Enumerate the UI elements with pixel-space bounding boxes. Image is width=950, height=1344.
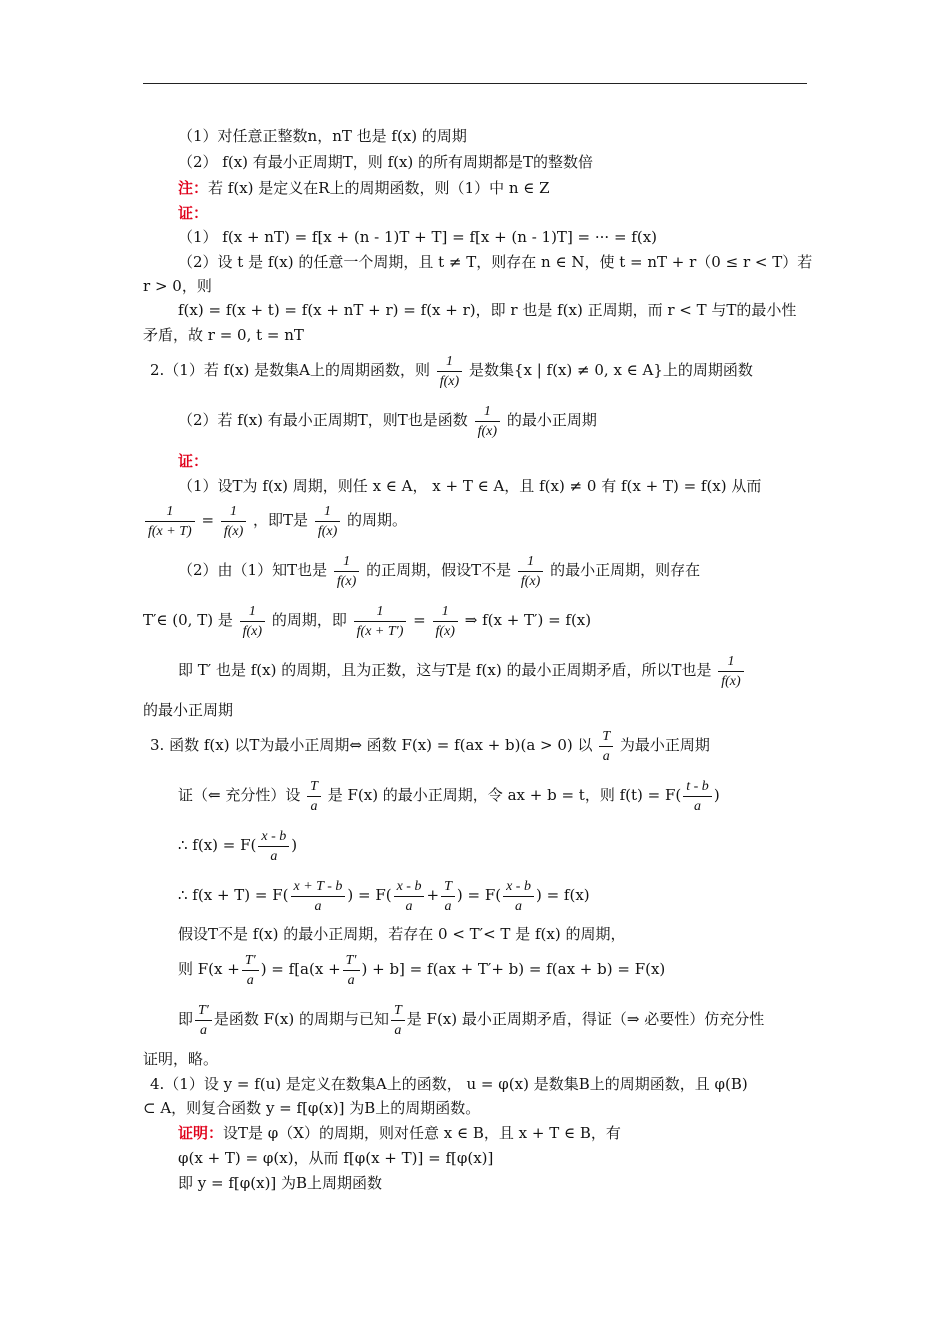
proof-2-line-5-text: 即 T′ 也是 f(x) 的周期，且为正数，这与T是 f(x) 的最小正周期矛盾，所以T也是 — [178, 661, 712, 679]
proof-2-line-4 — [143, 602, 591, 640]
proof-2-line-5 — [178, 652, 746, 690]
close-paren: ) — [291, 836, 298, 854]
proof-3-line-6-text: 即 — [178, 1010, 194, 1028]
proof-3-line-3-end: ) = f(x) — [535, 886, 590, 904]
proof-2-line-2-end: 的周期。 — [347, 511, 408, 529]
theorem-2-1-text: 2.（1）若 f(x) 是数集A上的周期函数，则 — [150, 361, 430, 379]
proof-2-line-3-end: 的最小正周期，则存在 — [550, 561, 701, 579]
proof-3-line-7: 证明，略。 — [143, 1050, 219, 1068]
proof-2-line-4-text: T′∈ (0, T) 是 — [143, 611, 233, 629]
fraction-1-over-fx: $\frac{1}{f(x)}$ — [334, 553, 359, 590]
equals-sign: = — [413, 611, 426, 629]
proof-3-line-3-a: ) = F( — [347, 886, 392, 904]
proof-3-line-1 — [178, 777, 720, 815]
theorem-2-1 — [150, 352, 753, 390]
proof-4-line-1 — [178, 1123, 621, 1143]
fraction-1-over-fx: $\frac{1}{f(x)}$ — [475, 403, 500, 440]
theorem-3 — [150, 727, 710, 765]
proof-3-line-5-text: 则 F(x + — [178, 960, 240, 978]
proof-2-line-3-text: （2）由（1）知T也是 — [178, 561, 328, 579]
proof-2-line-2 — [143, 502, 407, 540]
proof-3-line-2 — [178, 827, 297, 865]
proof-4-line-1-text: 设T是 φ（X）的周期，则对任意 x ∈ B，且 x + T ∈ B，有 — [223, 1124, 621, 1142]
note-text: 若 f(x) 是定义在R上的周期函数，则（1）中 n ∈ Z — [208, 179, 550, 197]
equals-sign: = — [201, 511, 215, 529]
proof-2-line-3 — [178, 552, 700, 590]
fraction-T-over-a: $\frac{T}{a}$ — [391, 1002, 405, 1039]
proof-1-line-5: 矛盾，故 r = 0, t = nT — [143, 326, 304, 344]
fraction-1-over-fx: $\frac{1}{f(x)}$ — [315, 503, 340, 540]
proof-3-line-3 — [178, 877, 590, 915]
plus-sign: + — [426, 886, 440, 904]
property-1: （1）对任意正整数n，nT 也是 f(x) 的周期 — [178, 127, 467, 145]
theorem-2-2-text: （2）若 f(x) 有最小正周期T，则T也是函数 — [178, 411, 468, 429]
fraction-t-minus-b-over-a: $\frac{t - b}{a}$ — [683, 778, 712, 815]
fraction-1-over-fx: $\frac{1}{f(x)}$ — [437, 353, 462, 390]
fraction-1-over-fx: $\frac{1}{f(x)}$ — [518, 553, 543, 590]
proof-3-line-6 — [178, 1001, 764, 1039]
proof-3-line-4: 假设T不是 f(x) 的最小正周期，若存在 0 < T′< T 是 f(x) 的周期， — [178, 925, 626, 943]
fraction-1-over-fx: $\frac{1}{f(x)}$ — [433, 603, 458, 640]
proof-3-line-1-mid: 是 F(x) 的最小正周期，令 ax + b = t，则 f(t) = F( — [327, 786, 682, 804]
fraction-T-over-a: $\frac{T}{a}$ — [441, 878, 455, 915]
theorem-2-2-rest: 的最小正周期 — [506, 411, 597, 429]
theorem-3-rest: 为最小正周期 — [619, 736, 710, 754]
proof-3-line-6-mid: 是函数 F(x) 的周期与已知 — [213, 1010, 389, 1028]
proof-3-line-2-text: ∴ f(x) = F( — [178, 836, 257, 854]
fraction-1-over-fxTprime: $\frac{1}{f(x + T')}$ — [354, 603, 407, 640]
proof-2-line-4-end: ⇒ f(x + T′) = f(x) — [464, 611, 592, 629]
proof-1-line-3: r > 0，则 — [143, 277, 212, 295]
fraction-1-over-fxT: $\frac{1}{f(x + T)}$ — [145, 503, 195, 540]
fraction-T-over-a: $\frac{T}{a}$ — [307, 778, 321, 815]
fraction-1-over-fx: $\frac{1}{f(x)}$ — [240, 603, 265, 640]
fraction-x-minus-b-over-a: $\frac{x - b}{a}$ — [258, 828, 289, 865]
proof-label-2: 证： — [178, 452, 209, 470]
note-line — [178, 178, 550, 198]
proof-2-line-2-text: ，即T是 — [253, 511, 309, 529]
proof-1-line-2: （2）设 t 是 f(x) 的任意一个周期，且 t ≠ T，则存在 n ∈ N，使 t = nT + r（0 ≤ r < T）若 — [178, 253, 813, 271]
fraction-T-over-a: $\frac{T}{a}$ — [599, 728, 613, 765]
fraction-Tprime-over-a: $\frac{T'}{a}$ — [242, 952, 259, 989]
proof-2-line-6: 的最小正周期 — [143, 701, 234, 719]
fraction-x-minus-b-over-a: $\frac{x - b}{a}$ — [394, 878, 425, 915]
theorem-2-1-rest: 是数集{x | f(x) ≠ 0, x ∈ A}上的周期函数 — [468, 361, 753, 379]
proof-4-line-3: 即 y = f[φ(x)] 为B上周期函数 — [178, 1174, 383, 1192]
proof-label-1: 证： — [178, 204, 209, 222]
fraction-x-minus-b-over-a: $\frac{x - b}{a}$ — [503, 878, 534, 915]
close-paren: ) — [713, 786, 720, 804]
proof-label-4: 证明： — [178, 1124, 224, 1142]
theorem-4-line-1: 4.（1）设 y = f(u) 是定义在数集A上的函数， u = φ(x) 是数集B上的周期函数，且 φ(B) — [150, 1075, 748, 1093]
proof-3-line-1-text: 证（⇐ 充分性）设 — [178, 786, 301, 804]
proof-3-line-3-text: ∴ f(x + T) = F( — [178, 886, 289, 904]
theorem-2-2 — [178, 402, 597, 440]
proof-2-line-4-mid: 的周期，即 — [271, 611, 347, 629]
theorem-3-text: 3. 函数 f(x) 以T为最小正周期⇔ 函数 F(x) = f(ax + b)(a > 0) 以 — [150, 736, 593, 754]
property-2: （2） f(x) 有最小正周期T，则 f(x) 的所有周期都是T的整数倍 — [178, 153, 594, 171]
fraction-x-plus-T-minus-b-over-a: $\frac{x + T - b}{a}$ — [291, 878, 346, 915]
proof-1-line-4: f(x) = f(x + t) = f(x + nT + r) = f(x + r)，即 r 也是 f(x) 正周期，而 r < T 与T的最小性 — [178, 301, 797, 319]
proof-3-line-5 — [178, 951, 665, 989]
proof-2-line-3-mid: 的正周期，假设T不是 — [366, 561, 512, 579]
proof-4-line-2: φ(x + T) = φ(x)，从而 f[φ(x + T)] = f[φ(x)] — [178, 1149, 494, 1167]
fraction-1-over-fx: $\frac{1}{f(x)}$ — [718, 653, 743, 690]
fraction-Tprime-over-a: $\frac{T'}{a}$ — [195, 1002, 212, 1039]
header-rule — [143, 83, 807, 84]
fraction-1-over-fx: $\frac{1}{f(x)}$ — [221, 503, 246, 540]
proof-2-line-1: （1）设T为 f(x) 周期，则任 x ∈ A， x + T ∈ A，且 f(x) ≠ 0 有 f(x + T) = f(x) 从而 — [178, 477, 762, 495]
proof-3-line-3-c: ) = F( — [456, 886, 502, 904]
theorem-4-line-2: ⊂ A，则复合函数 y = f[φ(x)] 为B上的周期函数。 — [143, 1099, 481, 1117]
fraction-Tprime-over-a: $\frac{T'}{a}$ — [343, 952, 360, 989]
proof-3-line-5-end: ) + b] = f(ax + T′+ b) = f(ax + b) = F(x) — [361, 960, 666, 978]
proof-3-line-6-end: 是 F(x) 最小正周期矛盾，得证（⇒ 必要性）仿充分性 — [406, 1010, 765, 1028]
proof-1-line-1: （1） f(x + nT) = f[x + (n - 1)T + T] = f[x + (n - 1)T] = ··· = f(x) — [178, 228, 658, 246]
note-label: 注： — [178, 179, 209, 197]
proof-3-line-5-mid: ) = f[a(x + — [260, 960, 341, 978]
